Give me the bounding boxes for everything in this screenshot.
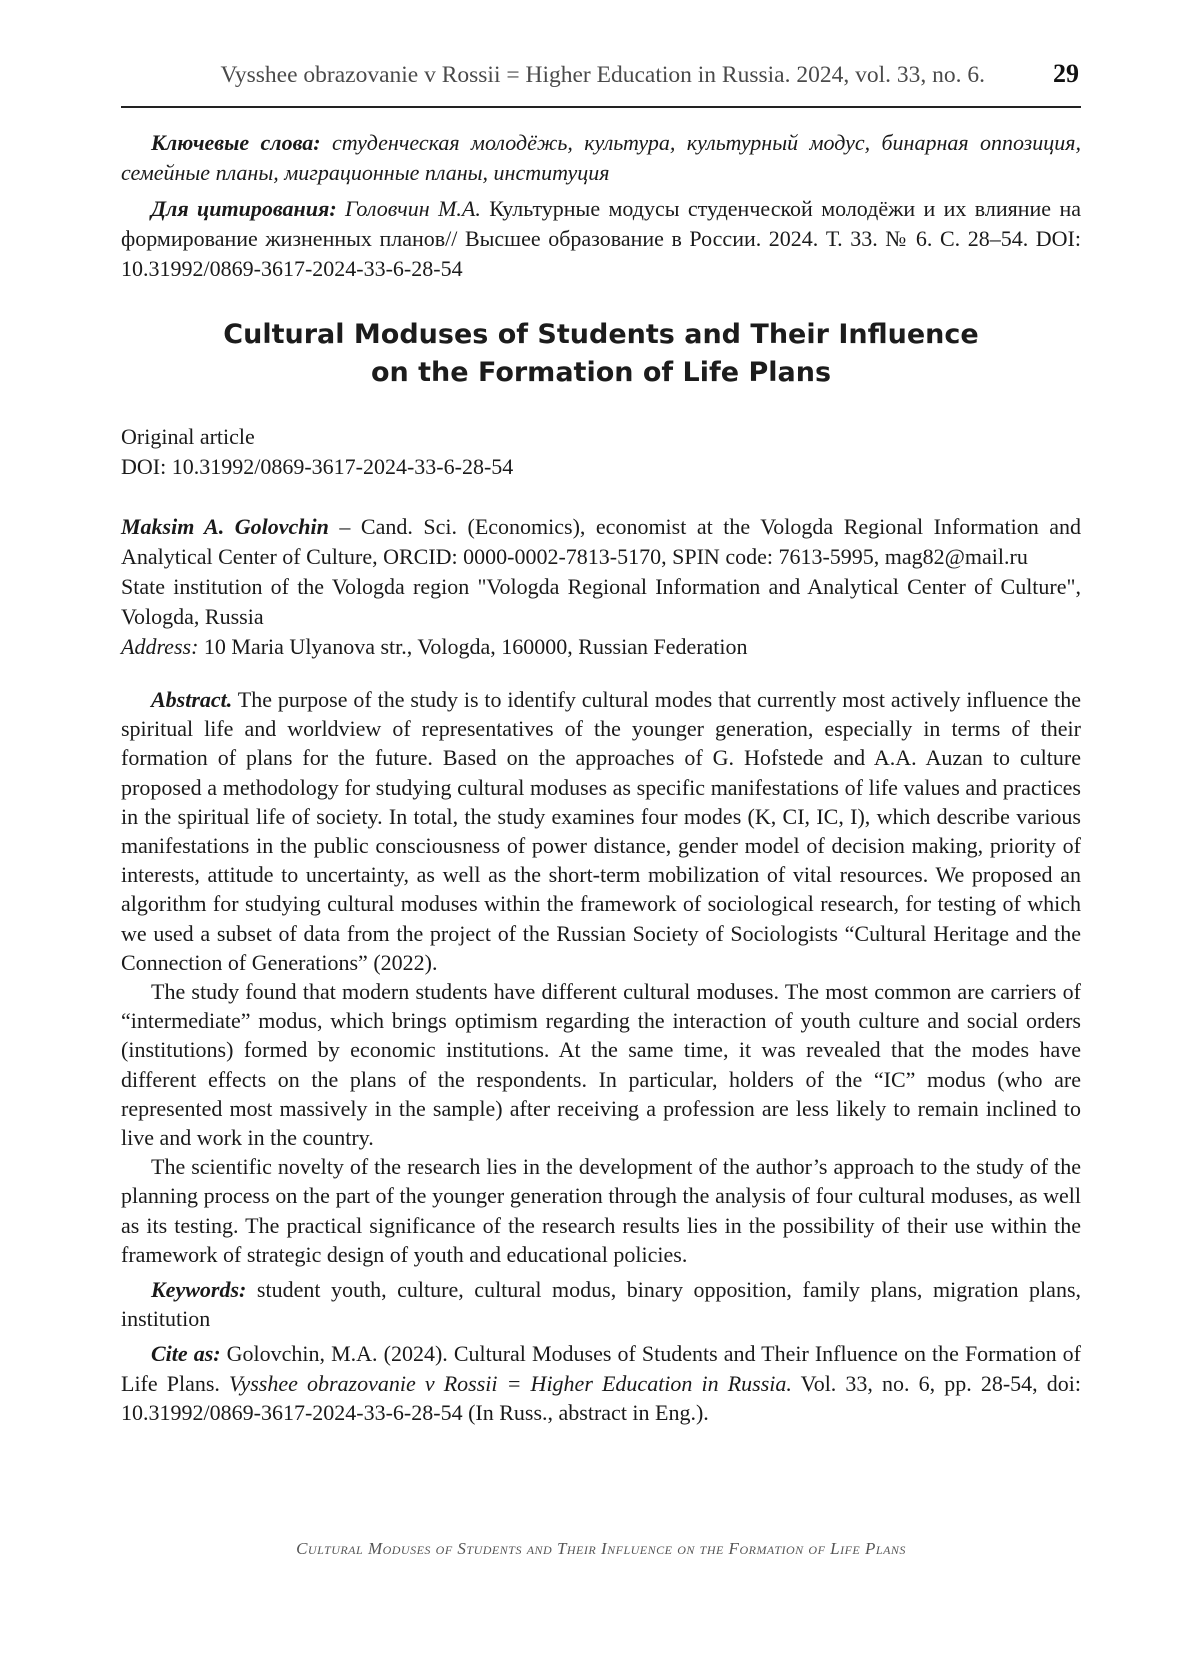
russian-metadata: [121, 128, 1081, 290]
english-keywords-text: student youth, culture, cultural modus, binary opposition, family plans, migration plans, institution: [121, 1277, 1082, 1332]
article-meta: [121, 422, 1081, 482]
journal-running-title: Vysshee obrazovanie v Rossii = Higher Education in Russia. 2024, vol. 33, no. 6.: [220, 62, 985, 88]
english-keywords-label: Keywords:: [151, 1277, 247, 1303]
author-description: – Cand. Sci. (Economics), economist at the Vologda Regional Information and Analytical Center of Culture, ORCID: 0000-0002-7813-5170, SPIN code: 7613-5995, mag82@mail.ru: [121, 514, 1082, 569]
abstract: [121, 685, 1081, 1427]
russian-citation: [121, 194, 1081, 284]
cite-as-label: Cite as:: [151, 1341, 221, 1367]
cite-as: [121, 1339, 1081, 1427]
article-title: [121, 316, 1081, 392]
author-info: [121, 512, 1081, 662]
article-title-line-1: Cultural Moduses of Students and Their Influence: [223, 319, 979, 350]
article-title-line-2: on the Formation of Life Plans: [370, 357, 832, 388]
author-name: Maksim A. Golovchin: [121, 514, 329, 539]
cite-as-post: Vol. 33, no. 6, pp. 28-54, doi: 10.31992/0869-3617-2024-33-6-28-54 (In Russ., abstract in Eng.).: [121, 1370, 1081, 1425]
abstract-label: Abstract.: [151, 687, 233, 712]
russian-keywords: [121, 128, 1081, 188]
page-number: 29: [1053, 59, 1079, 88]
author-line: [121, 512, 1081, 572]
abstract-text-1: The purpose of the study is to identify cultural modes that currently most actively influence the spiritual life and worldview of representatives of the younger generation, especially in terms of their formation of plans for the future. Based on the approaches of G. Hofstede and A.A. Auzan to culture proposed a methodology for studying cultural moduses as specific manifestations of life values and practices in the spiritual life of society. In total, the study examines four modes (K, CI, IC, I), which describe various manifestations in the public consciousness of power distance, gender model of decision making, priority of interests, attitude to uncertainty, as well as the short-term mobilization of vital resources. We proposed an algorithm for studying cultural moduses within the framework of sociological research, for testing of which we used a subset of data from the project of the Russian Society of Sociologists “Cultural Heritage and the Connection of Generations” (2022).: [121, 687, 1081, 975]
abstract-paragraph-1: [121, 685, 1081, 977]
abstract-paragraph-3: The scientific novelty of the research lies in the development of the author’s approach to the study of the planning process on the part of the younger generation through the analysis of four cultural moduses, as well as its testing. The practical significance of the research results lies in the possibility of their use within the framework of strategic design of youth and educational policies.: [121, 1154, 1081, 1267]
article-doi: DOI: 10.31992/0869-3617-2024-33-6-28-54: [121, 454, 514, 479]
running-footer: Cultural Moduses of Students and Their Influence on the Formation of Life Plans: [296, 1539, 906, 1558]
author-institution: State institution of the Vologda region "Vologda Regional Information and Analytical Center of Culture", Vologda, Russia: [121, 574, 1081, 629]
address-label: Address:: [121, 634, 199, 659]
russian-citation-label: Для цитирования:: [151, 196, 337, 221]
abstract-paragraph-2: The study found that modern students have different cultural moduses. The most common are carriers of “intermediate” modus, which brings optimism regarding the interaction of youth culture and social orders (institutions) formed by economic institutions. At the same time, it was revealed that the modes have different effects on the plans of the respondents. In particular, holders of the “IC” modus (who are represented most massively in the sample) after receiving a profession are less likely to remain inclined to live and work in the country.: [121, 979, 1081, 1151]
article-type: Original article: [121, 424, 255, 449]
cite-as-journal: Vysshee obrazovanie v Rossii = Higher Education in Russia.: [229, 1370, 792, 1396]
author-address: [121, 632, 1081, 662]
running-header: [121, 59, 1081, 108]
russian-citation-text: Культурные модусы студенческой молодёжи и их влияние на формирование жизненных планов// Высшее образование в России. 2024. Т. 33. № 6. С. 28–54. DOI: 10.31992/0869-3617-2024-33-6-28-54: [121, 196, 1081, 281]
cite-as-pre: Golovchin, M.A. (2024). Cultural Moduses of Students and Their Influence on the Formation of Life Plans.: [121, 1341, 1081, 1396]
russian-keywords-text: студенческая молодёжь, культура, культурный модус, бинарная оппозиция, семейные планы, миграционные планы, институция: [121, 130, 1081, 185]
address-text: 10 Maria Ulyanova str., Vologda, 160000, Russian Federation: [203, 634, 748, 659]
russian-keywords-label: Ключевые слова:: [151, 130, 321, 155]
russian-citation-author: Головчин М.А.: [345, 196, 481, 221]
english-keywords: [121, 1275, 1081, 1333]
